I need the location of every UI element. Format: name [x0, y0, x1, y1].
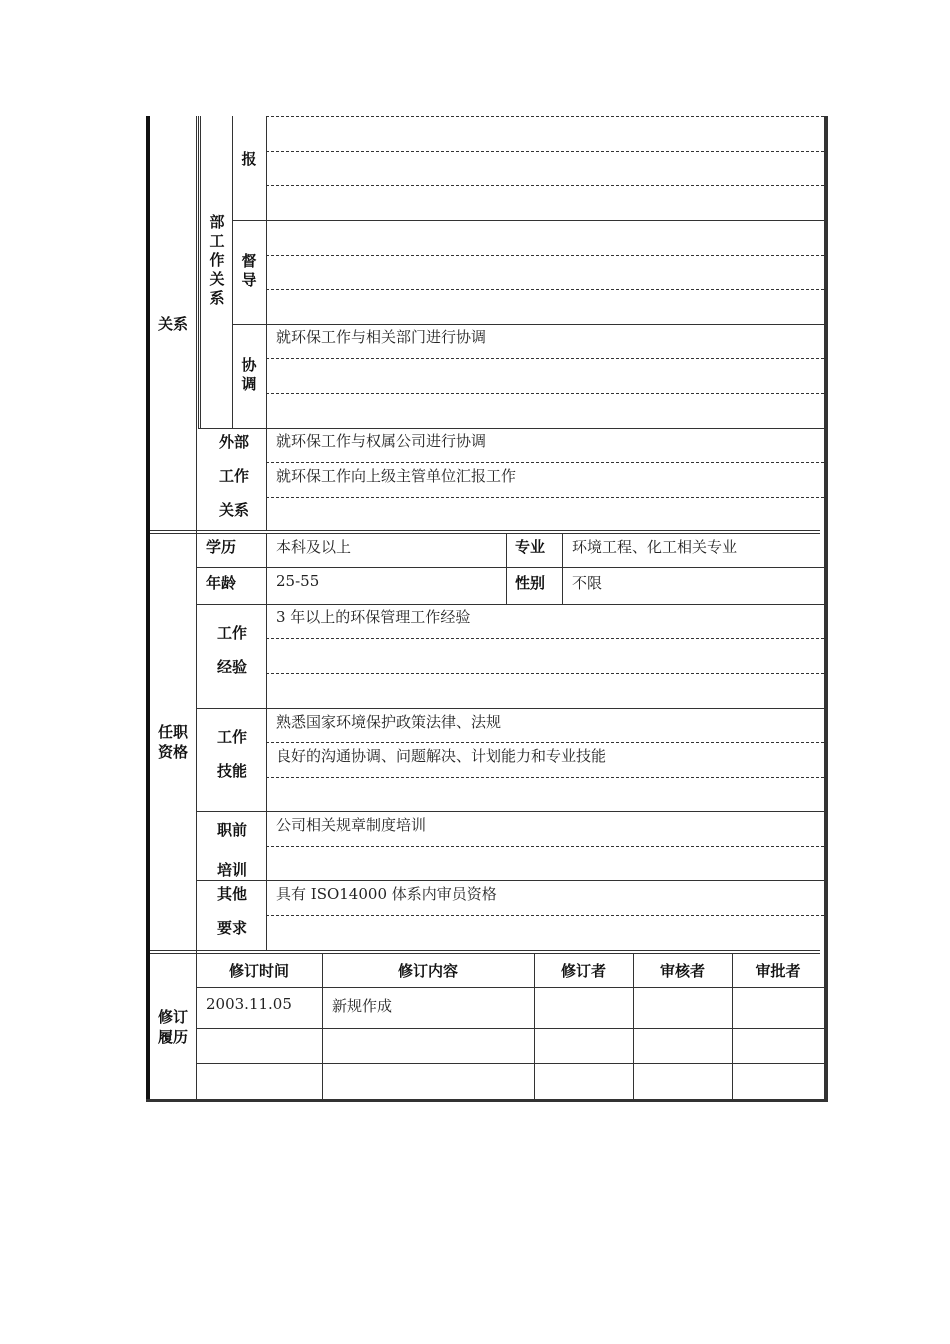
row-divider-skills — [196, 811, 824, 812]
training-label: 职前 培训 — [216, 821, 247, 879]
dashed-line — [266, 742, 824, 743]
major-value: 环境工程、化工相关专业 — [572, 538, 738, 556]
dashed-line — [266, 462, 824, 463]
row-divider-supervise — [232, 324, 824, 325]
table-row-content: 新规作成 — [332, 997, 393, 1015]
internal-double-line — [198, 116, 201, 428]
education-label: 学历 — [206, 538, 237, 556]
table-row-date: 2003.11.05 — [206, 995, 292, 1013]
education-value: 本科及以上 — [276, 538, 352, 556]
skills-label: 工作 技能 — [216, 728, 247, 780]
dashed-line — [266, 255, 824, 256]
row-divider-education — [196, 567, 824, 568]
dashed-line — [266, 638, 824, 639]
experience-label: 工作 经验 — [216, 624, 247, 676]
rev-header-content: 修订内容 — [397, 961, 458, 980]
row-divider-experience — [196, 708, 824, 709]
row-divider-internal-end — [198, 428, 824, 429]
external-line-1: 就环保工作与权属公司进行协调 — [276, 432, 487, 450]
col-divider-content — [266, 116, 267, 530]
experience-value: 3 年以上的环保管理工作经验 — [276, 608, 471, 626]
rev-row-divider — [196, 1028, 824, 1029]
section-label-relations: 关系 — [157, 314, 188, 333]
row-divider-age — [196, 604, 824, 605]
other-value: 具有 ISO14000 体系内审员资格 — [276, 885, 497, 903]
gender-label: 性别 — [515, 574, 546, 592]
skills-line-2: 良好的沟通协调、问题解决、计划能力和专业技能 — [276, 747, 607, 765]
rev-header-reviser: 修订者 — [560, 961, 606, 980]
dashed-line — [266, 497, 824, 498]
dashed-line — [266, 846, 824, 847]
external-relations-label: 外部 工作 关系 — [218, 433, 249, 519]
internal-relations-label: 部工作关系 — [207, 213, 226, 309]
row-divider-training — [196, 880, 824, 881]
section-divider-qualifications — [150, 530, 820, 534]
coordinate-text: 就环保工作与相关部门进行协调 — [276, 328, 487, 346]
report-label: 报 — [241, 149, 257, 168]
training-value: 公司相关规章制度培训 — [276, 816, 427, 834]
dashed-line — [266, 393, 824, 394]
dashed-line — [266, 358, 824, 359]
col-divider-major — [506, 534, 507, 604]
coordinate-label: 协调 — [239, 357, 258, 395]
job-description-table — [146, 116, 828, 1102]
rev-row-divider — [196, 987, 824, 988]
section-label-revision: 修订履历 — [157, 1007, 188, 1046]
skills-line-1: 熟悉国家环境保护政策法律、法规 — [276, 713, 502, 731]
rev-row-divider — [196, 1063, 824, 1064]
gender-value: 不限 — [572, 574, 603, 592]
right-border — [824, 116, 828, 1102]
dashed-line — [266, 151, 824, 152]
dashed-line — [266, 777, 824, 778]
supervise-label: 督导 — [239, 253, 258, 291]
age-value: 25-55 — [276, 572, 320, 590]
dashed-line — [266, 116, 824, 117]
row-divider-report — [232, 220, 824, 221]
rev-header-reviewer: 审核者 — [659, 961, 705, 980]
external-line-2: 就环保工作向上级主管单位汇报工作 — [276, 467, 517, 485]
rev-header-approver: 审批者 — [755, 961, 801, 980]
section-label-qualifications: 任职资格 — [157, 723, 188, 761]
dashed-line — [266, 185, 824, 186]
col-divider-section — [196, 116, 197, 1099]
dashed-line — [266, 673, 824, 674]
major-label: 专业 — [515, 538, 546, 556]
col-divider-major-value — [562, 534, 563, 604]
dashed-line — [266, 289, 824, 290]
other-label: 其他 要求 — [216, 885, 247, 937]
age-label: 年龄 — [206, 574, 237, 592]
bottom-border — [146, 1099, 828, 1102]
dashed-line — [266, 915, 824, 916]
rev-header-time: 修订时间 — [228, 961, 289, 980]
